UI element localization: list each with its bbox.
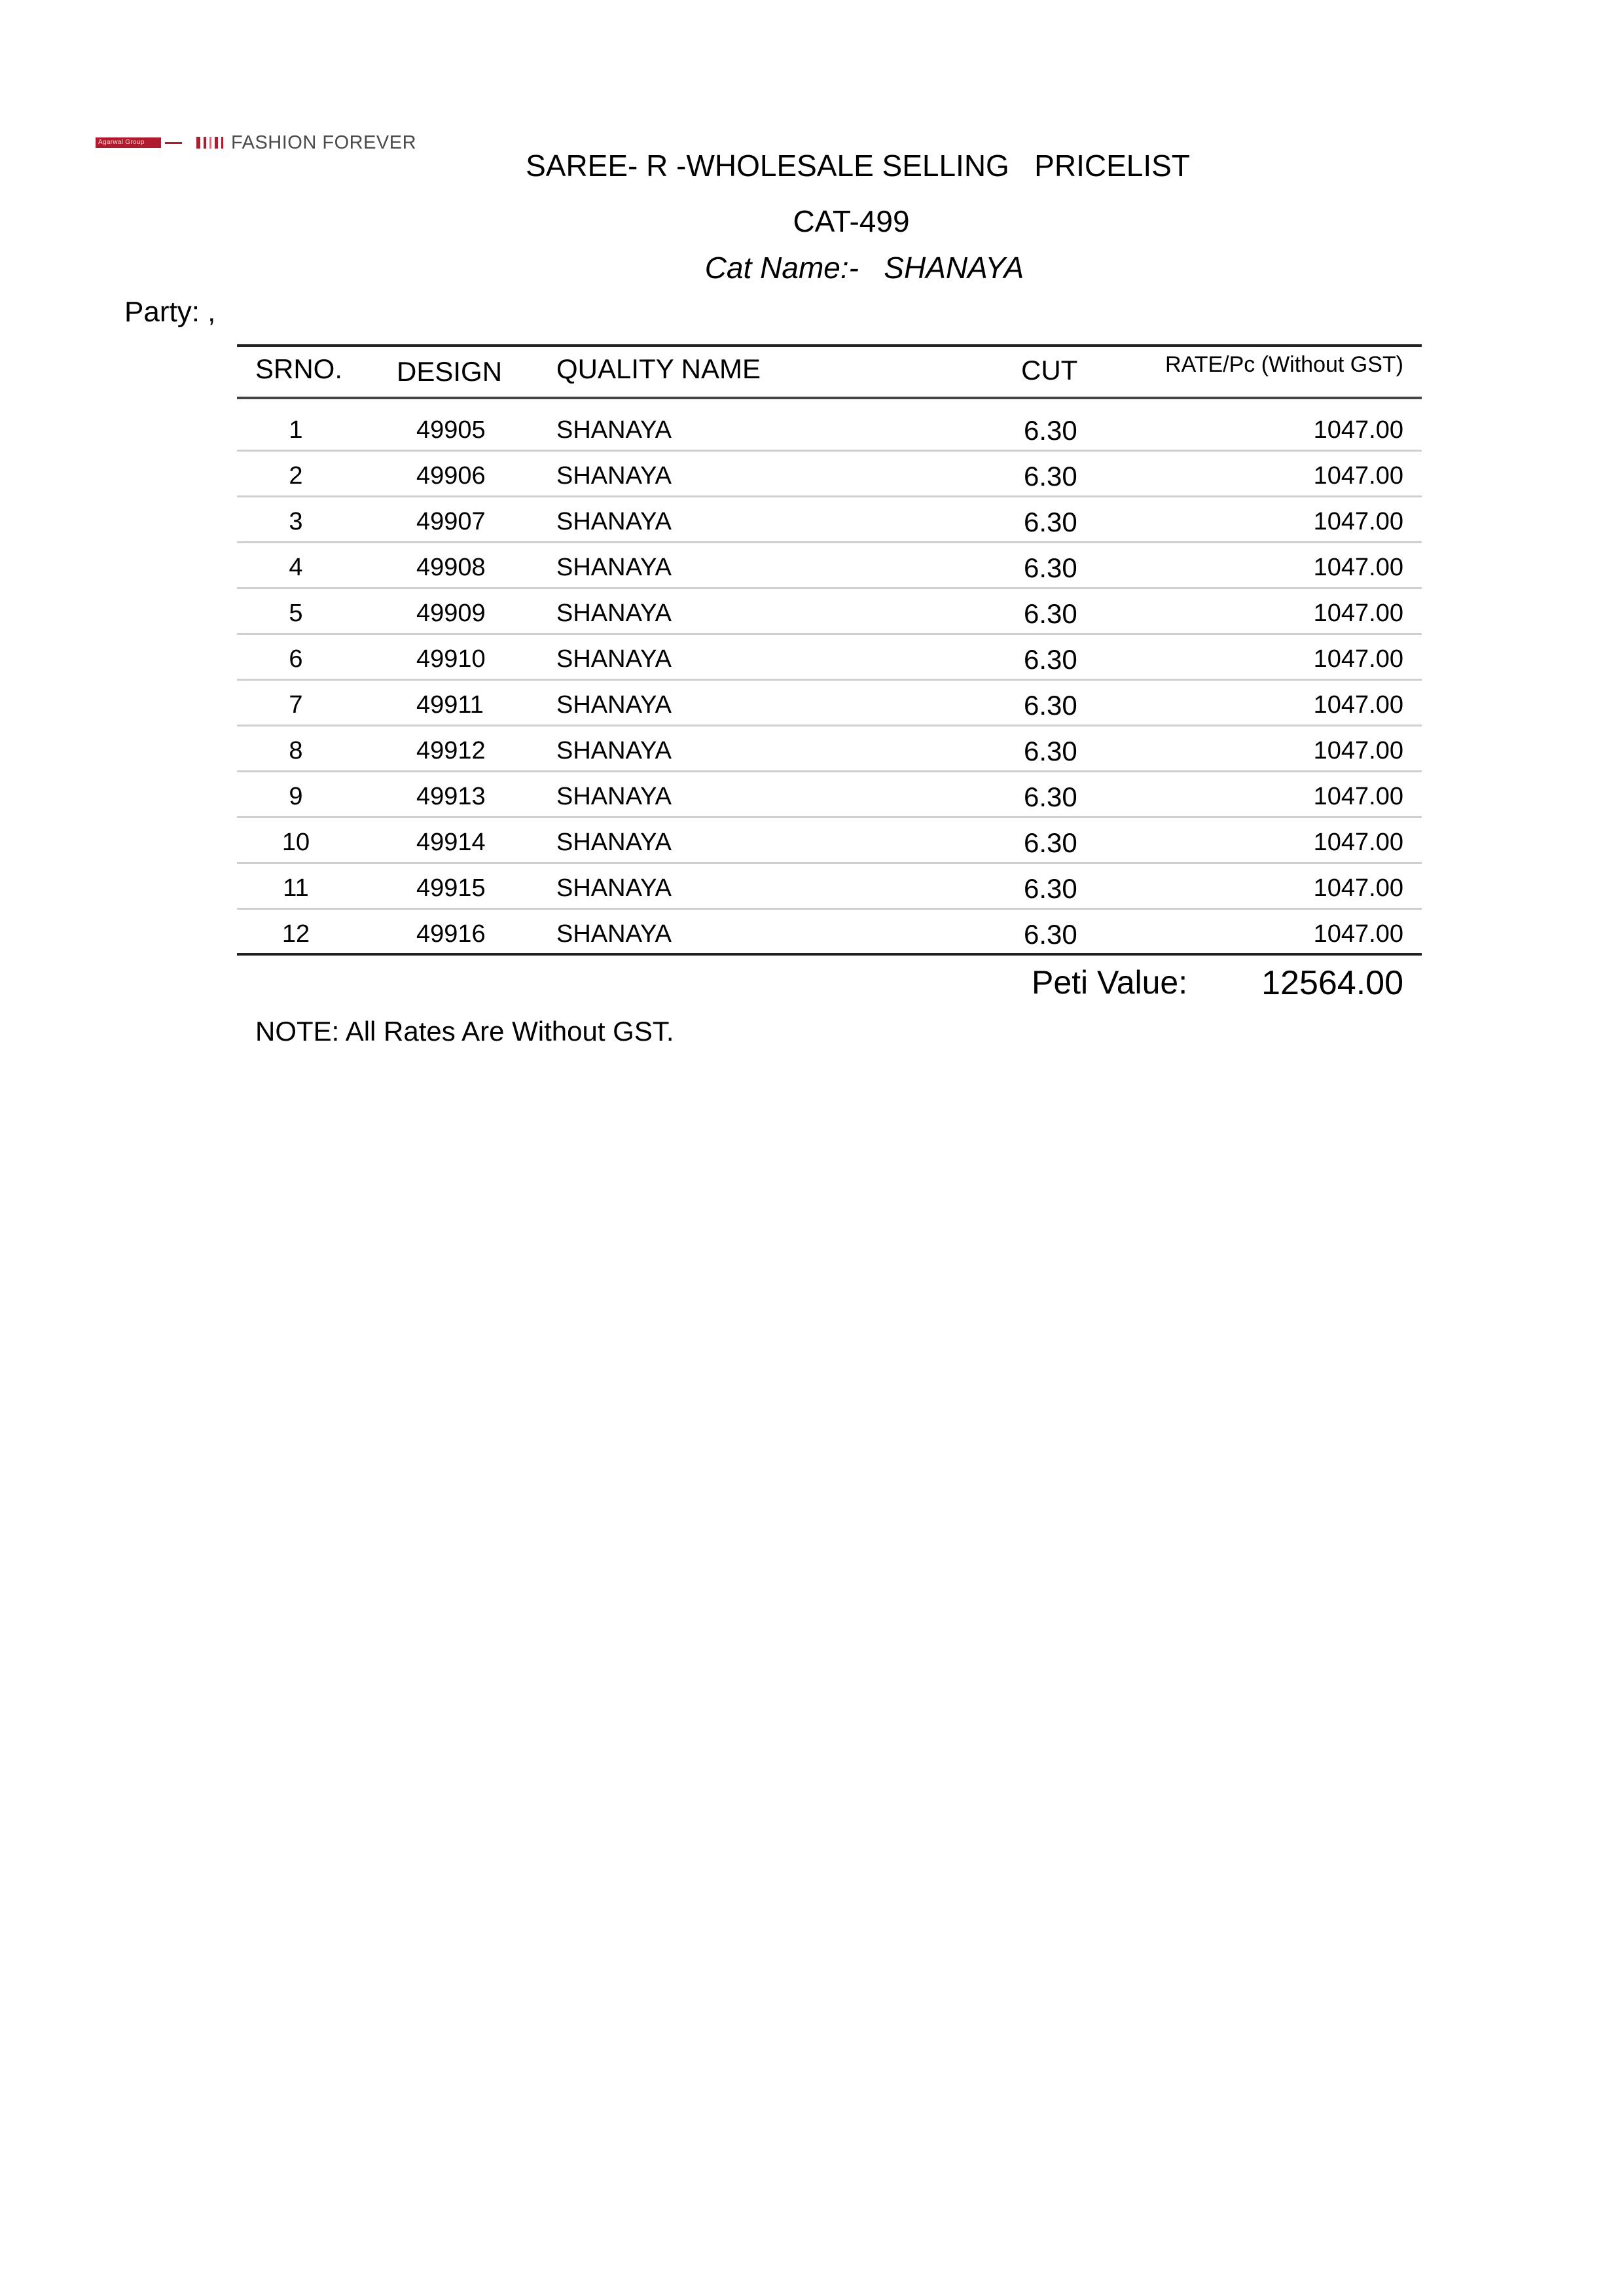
cell-srno: 10	[281, 829, 310, 856]
cell-rate: 1047.00	[1313, 508, 1403, 535]
cell-rate: 1047.00	[1313, 874, 1403, 902]
cell-rate: 1047.00	[1313, 416, 1403, 444]
brand-bars-icon	[196, 137, 223, 149]
cell-srno: 3	[289, 508, 303, 535]
cell-quality: SHANAYA	[556, 416, 672, 444]
cell-design: 49913	[416, 783, 486, 810]
table-row	[237, 864, 1422, 910]
table-row	[237, 910, 1422, 956]
cell-cut: 6.30	[1024, 736, 1077, 766]
cell-rate: 1047.00	[1313, 737, 1403, 764]
document-title: SAREE- R -WHOLESALE SELLING PRICELIST	[526, 149, 1190, 183]
cell-srno: 8	[289, 737, 303, 764]
table-row	[237, 681, 1422, 726]
cell-cut: 6.30	[1024, 827, 1077, 858]
cell-design: 49906	[416, 462, 486, 490]
column-header-quality: QUALITY NAME	[556, 353, 761, 384]
table-row	[237, 635, 1422, 681]
table-row	[237, 406, 1422, 452]
cell-rate: 1047.00	[1313, 645, 1403, 673]
party-label: Party: ,	[124, 296, 216, 328]
cell-srno: 1	[289, 416, 303, 444]
cell-design: 49910	[416, 645, 486, 673]
cell-quality: SHANAYA	[556, 737, 672, 764]
cell-rate: 1047.00	[1313, 691, 1403, 719]
cell-design: 49909	[416, 600, 486, 627]
total-value: 12564.00	[1261, 964, 1403, 1002]
cell-design: 49911	[416, 691, 484, 719]
cell-rate: 1047.00	[1313, 600, 1403, 627]
table-body	[237, 406, 1422, 956]
cell-quality: SHANAYA	[556, 600, 672, 627]
total-row	[237, 961, 1422, 1007]
cell-quality: SHANAYA	[556, 508, 672, 535]
cell-cut: 6.30	[1024, 644, 1077, 675]
cell-srno: 11	[283, 874, 309, 902]
brand-tagline: FASHION FOREVER	[231, 132, 417, 153]
cell-rate: 1047.00	[1313, 783, 1403, 810]
cell-quality: SHANAYA	[556, 829, 672, 856]
cell-rate: 1047.00	[1313, 554, 1403, 581]
cell-design: 49915	[416, 874, 486, 902]
cell-srno: 7	[289, 691, 303, 719]
cell-quality: SHANAYA	[556, 691, 672, 719]
gst-note: NOTE: All Rates Are Without GST.	[255, 1016, 674, 1047]
cell-design: 49916	[416, 920, 486, 948]
table-row	[237, 543, 1422, 589]
cell-cut: 6.30	[1024, 507, 1077, 537]
table-row	[237, 452, 1422, 497]
cell-design: 49908	[416, 554, 486, 581]
cell-quality: SHANAYA	[556, 554, 672, 581]
column-header-srno: SRNO.	[255, 353, 343, 384]
column-header-cut: CUT	[1021, 355, 1078, 386]
total-label: Peti Value:	[1032, 964, 1188, 1001]
cell-rate: 1047.00	[1313, 920, 1403, 948]
catalog-number: CAT-499	[793, 204, 910, 238]
cell-srno: 4	[289, 554, 303, 581]
cell-cut: 6.30	[1024, 919, 1077, 950]
table-row	[237, 818, 1422, 864]
cell-srno: 2	[289, 462, 303, 490]
cell-cut: 6.30	[1024, 598, 1077, 629]
cell-quality: SHANAYA	[556, 645, 672, 673]
cell-quality: SHANAYA	[556, 783, 672, 810]
price-table	[237, 344, 1422, 956]
cell-cut: 6.30	[1024, 873, 1077, 904]
cell-cut: 6.30	[1024, 552, 1077, 583]
cell-srno: 9	[289, 783, 303, 810]
table-header-rule	[237, 397, 1422, 399]
brand-badge	[96, 137, 161, 148]
cell-cut: 6.30	[1024, 781, 1077, 812]
column-header-design: DESIGN	[397, 356, 503, 387]
table-header	[237, 347, 1422, 397]
cell-design: 49907	[416, 508, 486, 535]
table-row	[237, 589, 1422, 635]
cell-srno: 5	[289, 600, 303, 627]
cell-srno: 12	[281, 920, 310, 948]
cell-quality: SHANAYA	[556, 462, 672, 490]
cell-quality: SHANAYA	[556, 920, 672, 948]
brand-divider	[165, 142, 182, 144]
cell-design: 49912	[416, 737, 486, 764]
cell-cut: 6.30	[1024, 690, 1077, 721]
cell-srno: 6	[289, 645, 303, 673]
cell-design: 49914	[416, 829, 486, 856]
table-row	[237, 497, 1422, 543]
catalog-name: Cat Name:- SHANAYA	[704, 251, 1024, 285]
cell-rate: 1047.00	[1313, 829, 1403, 856]
table-row	[237, 726, 1422, 772]
table-row	[237, 772, 1422, 818]
cell-quality: SHANAYA	[556, 874, 672, 902]
cell-rate: 1047.00	[1313, 462, 1403, 490]
cell-cut: 6.30	[1024, 415, 1077, 446]
cell-design: 49905	[416, 416, 486, 444]
cell-cut: 6.30	[1024, 461, 1077, 492]
column-header-rate: RATE/Pc (Without GST)	[1165, 352, 1403, 377]
brand-badge-text: Agarwal Group	[98, 139, 145, 146]
